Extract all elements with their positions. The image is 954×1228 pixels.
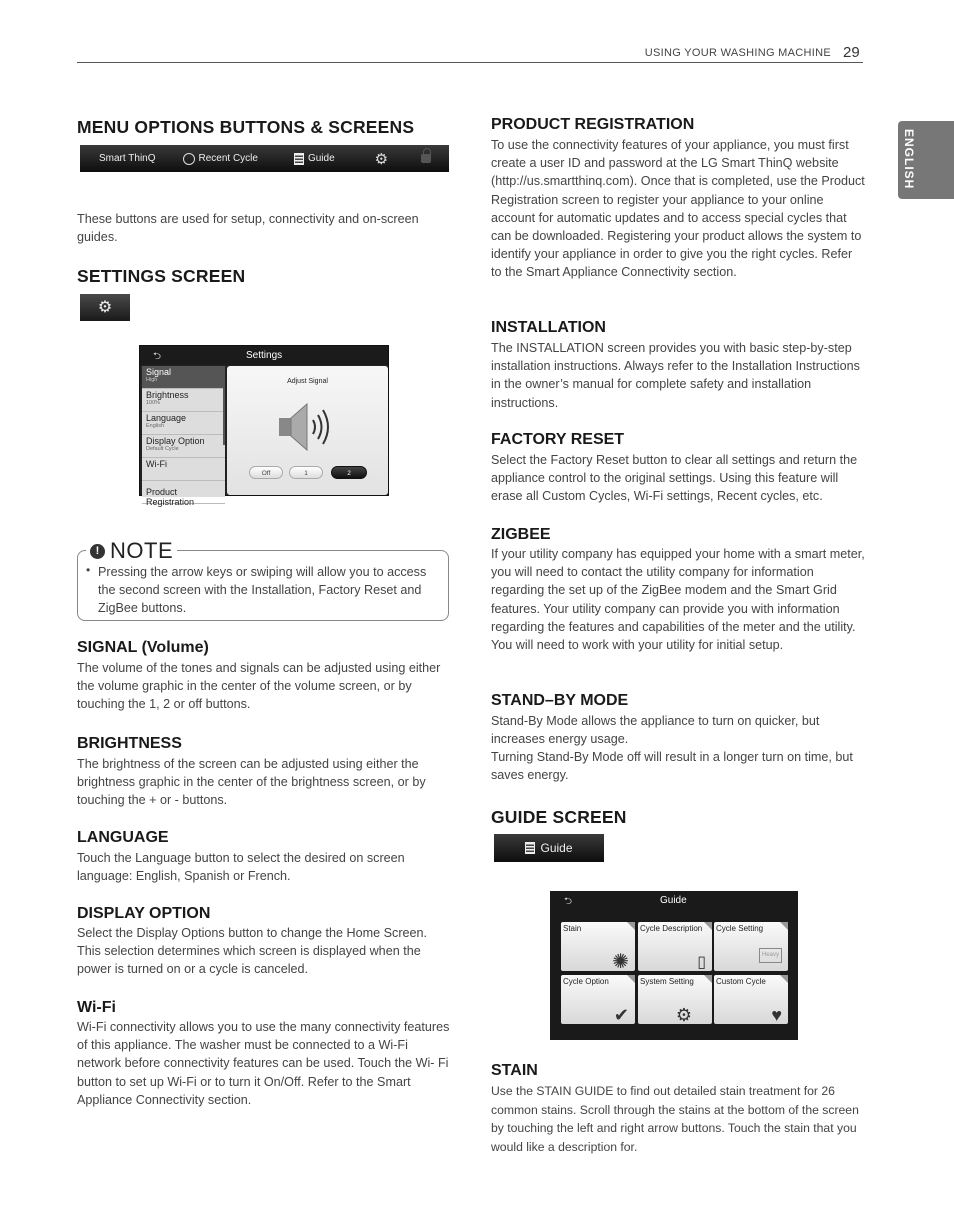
recent-cycle-button[interactable] (183, 153, 258, 165)
tile-label: Cycle Option (563, 977, 609, 986)
menu-options-heading: MENU OPTIONS BUTTONS & SCREENS (77, 117, 415, 137)
guide-title: Guide (660, 895, 687, 906)
speaker-icon[interactable] (277, 400, 337, 455)
document-icon (525, 842, 535, 854)
lock-icon (421, 154, 431, 163)
page-number: 29 (843, 44, 860, 61)
tile-label: System Setting (640, 977, 694, 986)
tile-custom-cycle[interactable] (714, 975, 788, 1024)
tile-label: Cycle Description (640, 924, 703, 933)
tile-label: Cycle Setting (716, 924, 764, 933)
heavy-tag-icon: Heavy (759, 948, 782, 963)
header-rule (77, 62, 863, 63)
stain-text: Use the STAIN GUIDE to find out detailed stain treatment for 26 common stains. Scroll through the stains at the bottom of the screen by touching the left and right arrow buttons. Touch the stain that you would like a description for. (491, 1084, 859, 1154)
gear-icon: ⚙ (97, 299, 113, 316)
settings-screen-image (139, 345, 389, 507)
signal-2-button[interactable]: 2 (331, 466, 367, 479)
guide-menu-button[interactable] (294, 153, 335, 165)
sidebar-item-display-option[interactable] (142, 435, 225, 458)
smart-thinq-label: Smart ThinQ (99, 153, 156, 164)
corner-fold (627, 922, 635, 930)
wifi-text: Wi-Fi connectivity allows you to use the many connectivity features of this appliance. The washer must be connected to a Wi-Fi network before connectivity features can be used. Touch the Wi- Fi button to set up Wi-Fi or to turn it On/Off. Refer to the Smart Appliance Connectivity section. (77, 1020, 450, 1107)
sidebar-item-brightness[interactable] (142, 389, 225, 412)
guide-menu-label: Guide (307, 153, 335, 164)
guide-button[interactable] (494, 834, 604, 862)
exclamation-icon: ! (90, 544, 105, 559)
lock-menu-button[interactable] (421, 154, 431, 163)
sidebar-item-sub: 100% (146, 400, 161, 406)
sidebar-item-label: Signal (146, 367, 172, 377)
note-title: NOTE (110, 538, 174, 563)
wifi-heading: Wi-Fi (77, 999, 116, 1016)
sidebar-item-label: Product Registration (146, 487, 195, 507)
guide-topbar (550, 891, 798, 911)
stain-splash-icon: ✺ (612, 951, 629, 973)
zigbee-heading: ZIGBEE (491, 526, 551, 543)
signal-off-button[interactable]: Off (249, 466, 283, 479)
back-arrow-icon[interactable]: ⮌ (153, 351, 162, 362)
running-header: USING YOUR WASHING MACHINE (644, 47, 831, 59)
sidebar-item-label: Wi-Fi (146, 459, 167, 469)
settings-gear-button[interactable] (80, 294, 130, 321)
settings-sidebar (142, 366, 225, 507)
factory-reset-text: Select the Factory Reset button to clear all settings and return the appliance control to the original settings. Using this feature will erase all Custom Cycles, Wi-Fi settings, Recent cycles, etc. (491, 453, 858, 504)
installation-text: The INSTALLATION screen provides you with basic step-by-step installation instructions. Always refer to the Installation Instructions in the owner’s manual for complete safety and installation instructions. (491, 341, 860, 410)
sidebar-item-sub: High (146, 377, 158, 383)
heart-icon: ♥ (771, 1005, 782, 1025)
sidebar-item-signal[interactable] (142, 366, 225, 389)
corner-fold (704, 922, 712, 930)
sidebar-item-sub: Default Cycle (146, 446, 179, 452)
note-header (86, 538, 177, 564)
menu-options-bar (80, 145, 449, 172)
panel-title: Adjust Signal (287, 378, 328, 385)
product-registration-heading: PRODUCT REGISTRATION (491, 116, 695, 133)
language-heading: LANGUAGE (77, 829, 169, 846)
gear-icon: ⚙ (675, 1005, 692, 1025)
display-option-heading: DISPLAY OPTION (77, 905, 211, 922)
shirt-icon: ▯ (697, 954, 706, 971)
back-arrow-icon[interactable]: ⮌ (564, 896, 573, 907)
settings-topbar (140, 346, 388, 365)
note-text: Pressing the arrow keys or swiping will allow you to access the second screen with the Installation, Factory Reset and ZigBee buttons. (98, 565, 427, 616)
sidebar-item-wifi[interactable] (142, 458, 225, 481)
signal-text: The volume of the tones and signals can be adjusted using either the volume graphic in the center of the volume screen, or by touching the 1, 2 or off buttons. (77, 661, 441, 712)
sidebar-item-label: Language (146, 413, 187, 423)
signal-1-button[interactable]: 1 (289, 466, 323, 479)
settings-title: Settings (246, 350, 283, 361)
smart-thinq-button[interactable] (99, 153, 156, 164)
language-tab-label: ENGLISH (902, 129, 916, 190)
tile-cycle-setting[interactable] (714, 922, 788, 971)
brightness-text: The brightness of the screen can be adjusted using either the brightness graphic in the center of the brightness screen, or by touching the + or - buttons. (77, 757, 426, 808)
standby-text-2: Turning Stand-By Mode off will result in a longer turn on time, but saves energy. (491, 750, 853, 783)
sidebar-item-label: Brightness (146, 390, 189, 400)
sidebar-item-product-registration[interactable] (142, 481, 225, 507)
gear-icon: ⚙ (374, 150, 389, 168)
sidebar-scrollbar[interactable] (223, 370, 225, 445)
settings-screen-heading: SETTINGS SCREEN (77, 266, 246, 286)
zigbee-text: If your utility company has equipped your home with a smart meter, you will need to contact the utility company for information regarding the set up of the ZigBee modem and the Smart Grid features. Your utility company can provide you with information regarding the features and capabilities of the meter and the utility. You will need to work with your utility for initial setup. (491, 547, 865, 653)
corner-fold (704, 975, 712, 983)
sidebar-item-language[interactable] (142, 412, 225, 435)
brightness-heading: BRIGHTNESS (77, 735, 182, 752)
tile-label: Custom Cycle (716, 977, 766, 986)
tile-system-setting[interactable] (638, 975, 712, 1024)
standby-heading: STAND–BY MODE (491, 692, 629, 709)
standby-text-1: Stand-By Mode allows the appliance to turn on quicker, but increases energy usage. (491, 714, 820, 747)
corner-fold (627, 975, 635, 983)
checkmark-icon: ✔ (613, 1005, 629, 1025)
settings-menu-button[interactable] (375, 150, 388, 168)
language-text: Touch the Language button to select the desired on screen language: English, Spanish or French. (77, 851, 405, 884)
stain-heading: STAIN (491, 1062, 538, 1079)
settings-panel (227, 366, 388, 495)
tile-stain[interactable] (561, 922, 635, 971)
product-registration-text: To use the connectivity features of your appliance, you must first create a user ID and password at the LG Smart ThinQ website (http://us.smartthinq.com). Once that is completed, use the Product Registration screen to register your appliance to your online account for automatic updates and to access special cycles that can be downloaded. Registering your product allows the system to identify your appliance in order to give you the right cycles. Refer to the Smart Appliance Connectivity section. (491, 138, 865, 280)
signal-heading: SIGNAL (Volume) (77, 639, 209, 656)
recent-cycle-label: Recent Cycle (198, 153, 258, 164)
display-option-text: Select the Display Options button to change the Home Screen. This selection determines which screen is displayed when the power is turned on or a cycle is canceled. (77, 926, 428, 977)
installation-heading: INSTALLATION (491, 319, 606, 336)
tile-cycle-option[interactable] (561, 975, 635, 1024)
recent-cycle-icon (183, 153, 195, 165)
sidebar-item-sub: English (146, 423, 165, 429)
guide-screen-image (550, 891, 798, 1040)
bullet-icon: • (86, 563, 91, 577)
guide-button-label: Guide (540, 841, 573, 855)
guide-screen-heading: GUIDE SCREEN (491, 807, 627, 827)
document-icon (294, 153, 304, 165)
language-tab (898, 121, 954, 199)
sidebar-item-label: Display Option (146, 436, 205, 446)
menu-options-text: These buttons are used for setup, connectivity and on-screen guides. (77, 212, 419, 245)
factory-reset-heading: FACTORY RESET (491, 431, 625, 448)
tile-label: Stain (563, 924, 582, 933)
corner-fold (780, 975, 788, 983)
tile-cycle-description[interactable] (638, 922, 712, 971)
corner-fold (780, 922, 788, 930)
